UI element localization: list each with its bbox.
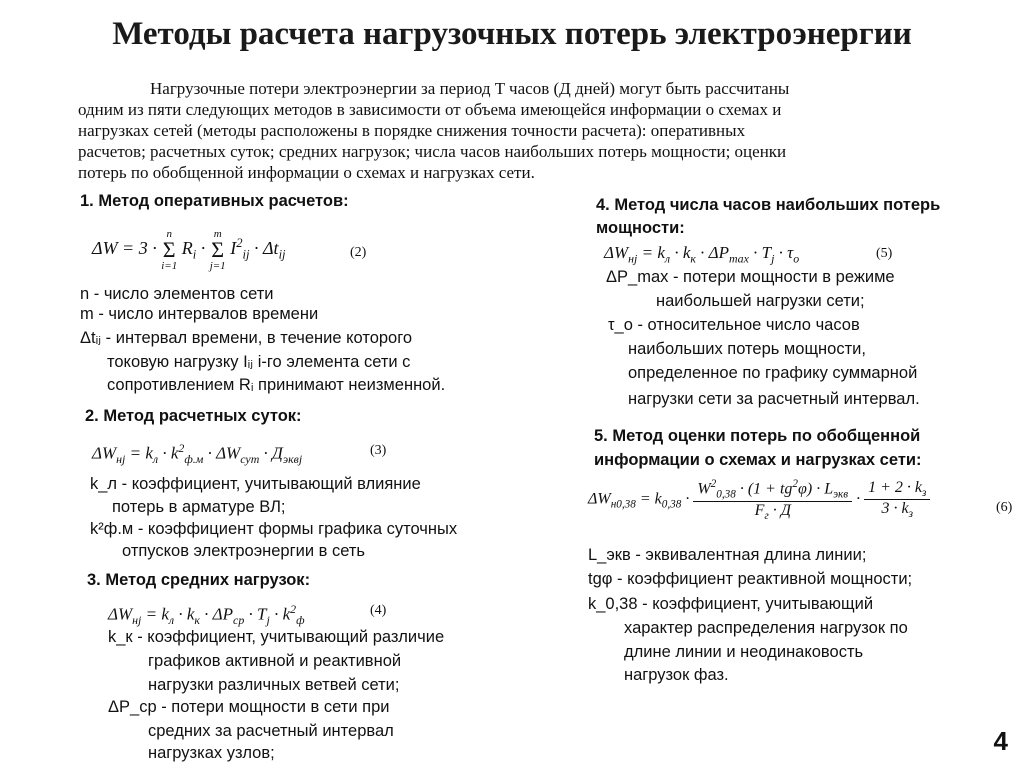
method1-line: m - число интервалов времени	[80, 305, 319, 323]
method2-heading: 2. Метод расчетных суток:	[85, 407, 302, 425]
method4-line: наибольших потерь мощности,	[628, 340, 866, 358]
method4-line: наибольшей нагрузки сети;	[656, 292, 865, 310]
method2-line: потерь в арматуре ВЛ;	[112, 498, 286, 516]
method5-line: нагрузок фаз.	[624, 666, 729, 684]
formula-number-5: (5)	[876, 246, 893, 261]
method4-heading: 4. Метод числа часов наибольших потерь	[596, 196, 941, 214]
method1-line: токовую нагрузку Iᵢⱼ i-го элемента сети с	[107, 353, 411, 371]
method3-line: нагрузки различных ветвей сети;	[148, 676, 400, 694]
method3-line: средних за расчетный интервал	[148, 722, 394, 740]
method2-formula: $\Delta W_{нj} = k_л \cdot k^2_{ф.м} \cdot \Delta W_{сут} \cdot Д_{эквj}$	[92, 441, 303, 467]
formula-number-4: (4)	[370, 603, 387, 618]
method3-line: k_к - коэффициент, учитывающий различие	[108, 628, 445, 646]
intro-line: расчетов; расчетных суток; средних нагрузок; числа часов наибольших потерь мощности; оценки	[78, 142, 787, 161]
method2-line: отпусков электроэнергии в сеть	[122, 542, 366, 560]
method5-heading: 5. Метод оценки потерь по обобщенной	[594, 427, 921, 445]
method2-line: k²ф.м - коэффициент формы графика суточных	[90, 520, 458, 538]
formula-number-3: (3)	[370, 443, 387, 458]
method3-line: нагрузках узлов;	[148, 744, 275, 762]
intro-line: одним из пяти следующих методов в зависимости от объема имеющейся информации о схемах и	[78, 100, 782, 119]
method3-line: ΔP_ср - потери мощности в сети при	[108, 698, 390, 716]
method3-formula: $\Delta W_{нj} = k_л \cdot k_к \cdot \Delta P_{ср} \cdot T_j \cdot k^2_ф$	[108, 602, 305, 628]
method2-line: k_л - коэффициент, учитывающий влияние	[90, 475, 421, 493]
page-title: Методы расчета нагрузочных потерь электроэнергии	[112, 16, 912, 52]
method5-heading-cont: информации о схемах и нагрузках сети:	[594, 451, 922, 469]
intro-paragraph	[78, 78, 948, 183]
method1-formula: ΔW = 3 · n Σ i=1 $R_i$ · m Σ j=1 $I^2_{ij} \cdot \Delta t_{ij}$	[92, 228, 286, 272]
intro-line: нагрузках сетей (методы расположены в порядке снижения точности расчета): оперативных	[78, 121, 746, 140]
method1-heading: 1. Метод оперативных расчетов:	[80, 192, 349, 210]
method1-line: Δtᵢⱼ - интервал времени, в течение которого	[80, 329, 413, 347]
method3-heading: 3. Метод средних нагрузок:	[87, 571, 311, 589]
method4-line: нагрузки сети за расчетный интервал.	[628, 390, 920, 408]
method5-line: длине линии и неодинаковость	[624, 643, 864, 661]
method5-line: характер распределения нагрузок по	[624, 619, 908, 637]
method5-line: tgφ - коэффициент реактивной мощности;	[588, 570, 913, 588]
method5-formula: $\Delta W_{н0,38} = k_{0,38}$ · $\frac{W^2_{0,38} \cdot (1 + tg^2\varphi) \cdot L_{экв}}{F_г \cdot Д}$ · $\frac{1 + 2 \cdot k_з}{3 \cdot k_з}$	[588, 478, 930, 522]
formula-number-6: (6)	[996, 500, 1013, 515]
method4-line: ΔP_max - потери мощности в режиме	[606, 268, 895, 286]
method5-line: L_экв - эквивалентная длина линии;	[588, 546, 867, 564]
method4-line: определенное по графику суммарной	[628, 364, 918, 382]
method1-line: сопротивлением Rᵢ принимают неизменной.	[107, 376, 446, 394]
method5-line: k_0,38 - коэффициент, учитывающий	[588, 595, 874, 613]
intro-line: потерь по обобщенной информации о схемах и нагрузках сети.	[78, 163, 535, 182]
method3-line: графиков активной и реактивной	[148, 652, 402, 670]
formula-number-2: (2)	[350, 245, 367, 260]
method4-formula: $\Delta W_{нj} = k_л \cdot k_к \cdot \Delta P_{max} \cdot T_j \cdot \tau_o$	[604, 243, 800, 266]
method4-heading-cont: мощности:	[596, 219, 685, 237]
method4-line: τ_о - относительное число часов	[608, 316, 860, 334]
method1-line: n - число элементов сети	[80, 285, 274, 303]
page-number: 4	[993, 726, 1008, 756]
intro-line: Нагрузочные потери электроэнергии за период T часов (Д дней) могут быть рассчитаны	[150, 79, 790, 98]
